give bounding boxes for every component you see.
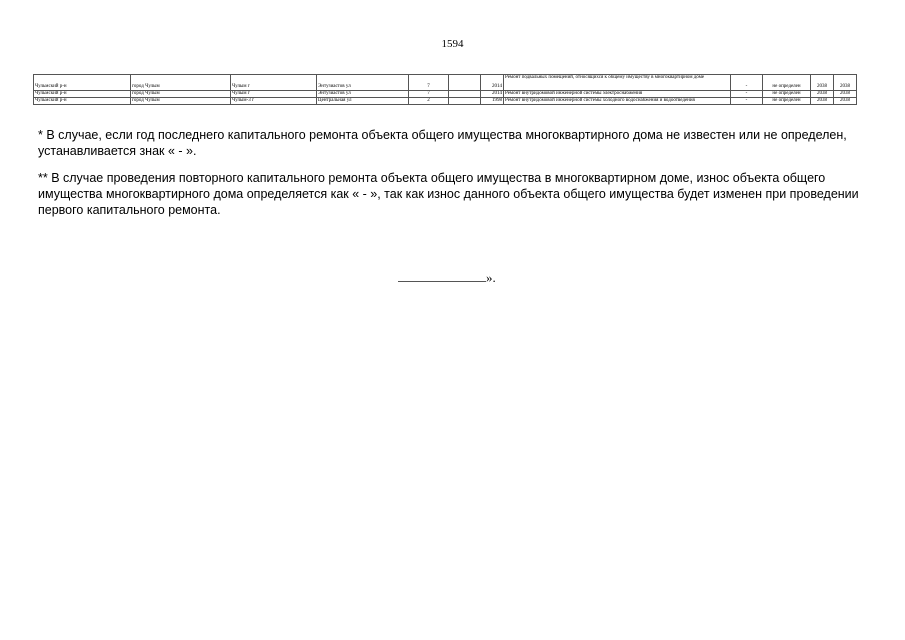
cell-locality: Чулым-3 г <box>231 98 317 105</box>
closing-quote: ». <box>486 270 496 285</box>
cell-plan-to: 2038 <box>834 98 857 105</box>
cell-extra <box>449 75 481 91</box>
cell-house: 7 <box>409 91 449 98</box>
footnote-year-unknown: * В случае, если год последнего капитального ремонта объекта общего имущества многоквартирного дома не известен или не определен, устанавливается знак « - ». <box>38 128 847 158</box>
cell-extra <box>449 98 481 105</box>
cell-locality: Чулым г <box>231 75 317 91</box>
cell-wear: - <box>731 98 763 105</box>
cell-wear: - <box>731 91 763 98</box>
footnote-repeat-repair: ** В случае проведения повторного капитального ремонта объекта общего имущества в многоквартирном доме, износ объекта общего имущества многоквартирного дома определяется как « - », так как износ данного объекта общего имущества будет изменен при проведении первого капитального ремонта. <box>38 171 859 217</box>
cell-year: 2014 <box>481 91 504 98</box>
cell-year: 1998 <box>481 98 504 105</box>
cell-district: Чульмский р-н <box>34 75 131 91</box>
cell-plan-to: 2038 <box>834 75 857 91</box>
cell-house: 7 <box>409 75 449 91</box>
cell-last-repair: не определен <box>763 75 811 91</box>
cell-street: Энтузиастов ул <box>317 75 409 91</box>
cell-last-repair: не определен <box>763 91 811 98</box>
cell-plan-to: 2038 <box>834 91 857 98</box>
cell-last-repair: не определен <box>763 98 811 105</box>
cell-settlement: город Чулым <box>131 91 231 98</box>
registry-table <box>33 74 857 105</box>
cell-district: Чульмский р-н <box>34 98 131 105</box>
cell-street: Энтузиастов ул <box>317 91 409 98</box>
cell-wear: - <box>731 75 763 91</box>
cell-year: 2014 <box>481 75 504 91</box>
table-row <box>34 98 857 105</box>
cell-plan-from: 2038 <box>811 75 834 91</box>
cell-settlement: город Чулым <box>131 98 231 105</box>
cell-extra <box>449 91 481 98</box>
signature-line <box>398 270 486 282</box>
cell-street: Центральная ул <box>317 98 409 105</box>
cell-plan-from: 2038 <box>811 98 834 105</box>
cell-work: Ремонт внутридомовой инженерной системы холодного водоснабжения и водоотведения <box>504 98 731 105</box>
cell-work: Ремонт подвальных помещений, относящихся к общему имуществу в многоквартирном доме <box>504 75 731 91</box>
table-row <box>34 75 857 91</box>
closing-mark <box>398 270 496 286</box>
cell-locality: Чулым г <box>231 91 317 98</box>
cell-house: 2 <box>409 98 449 105</box>
table-row <box>34 91 857 98</box>
cell-work: Ремонт внутридомовой инженерной системы электроснабжения <box>504 91 731 98</box>
cell-plan-from: 2038 <box>811 91 834 98</box>
cell-district: Чульмский р-н <box>34 91 131 98</box>
page-number: 1594 <box>441 38 464 50</box>
cell-settlement: город Чулым <box>131 75 231 91</box>
